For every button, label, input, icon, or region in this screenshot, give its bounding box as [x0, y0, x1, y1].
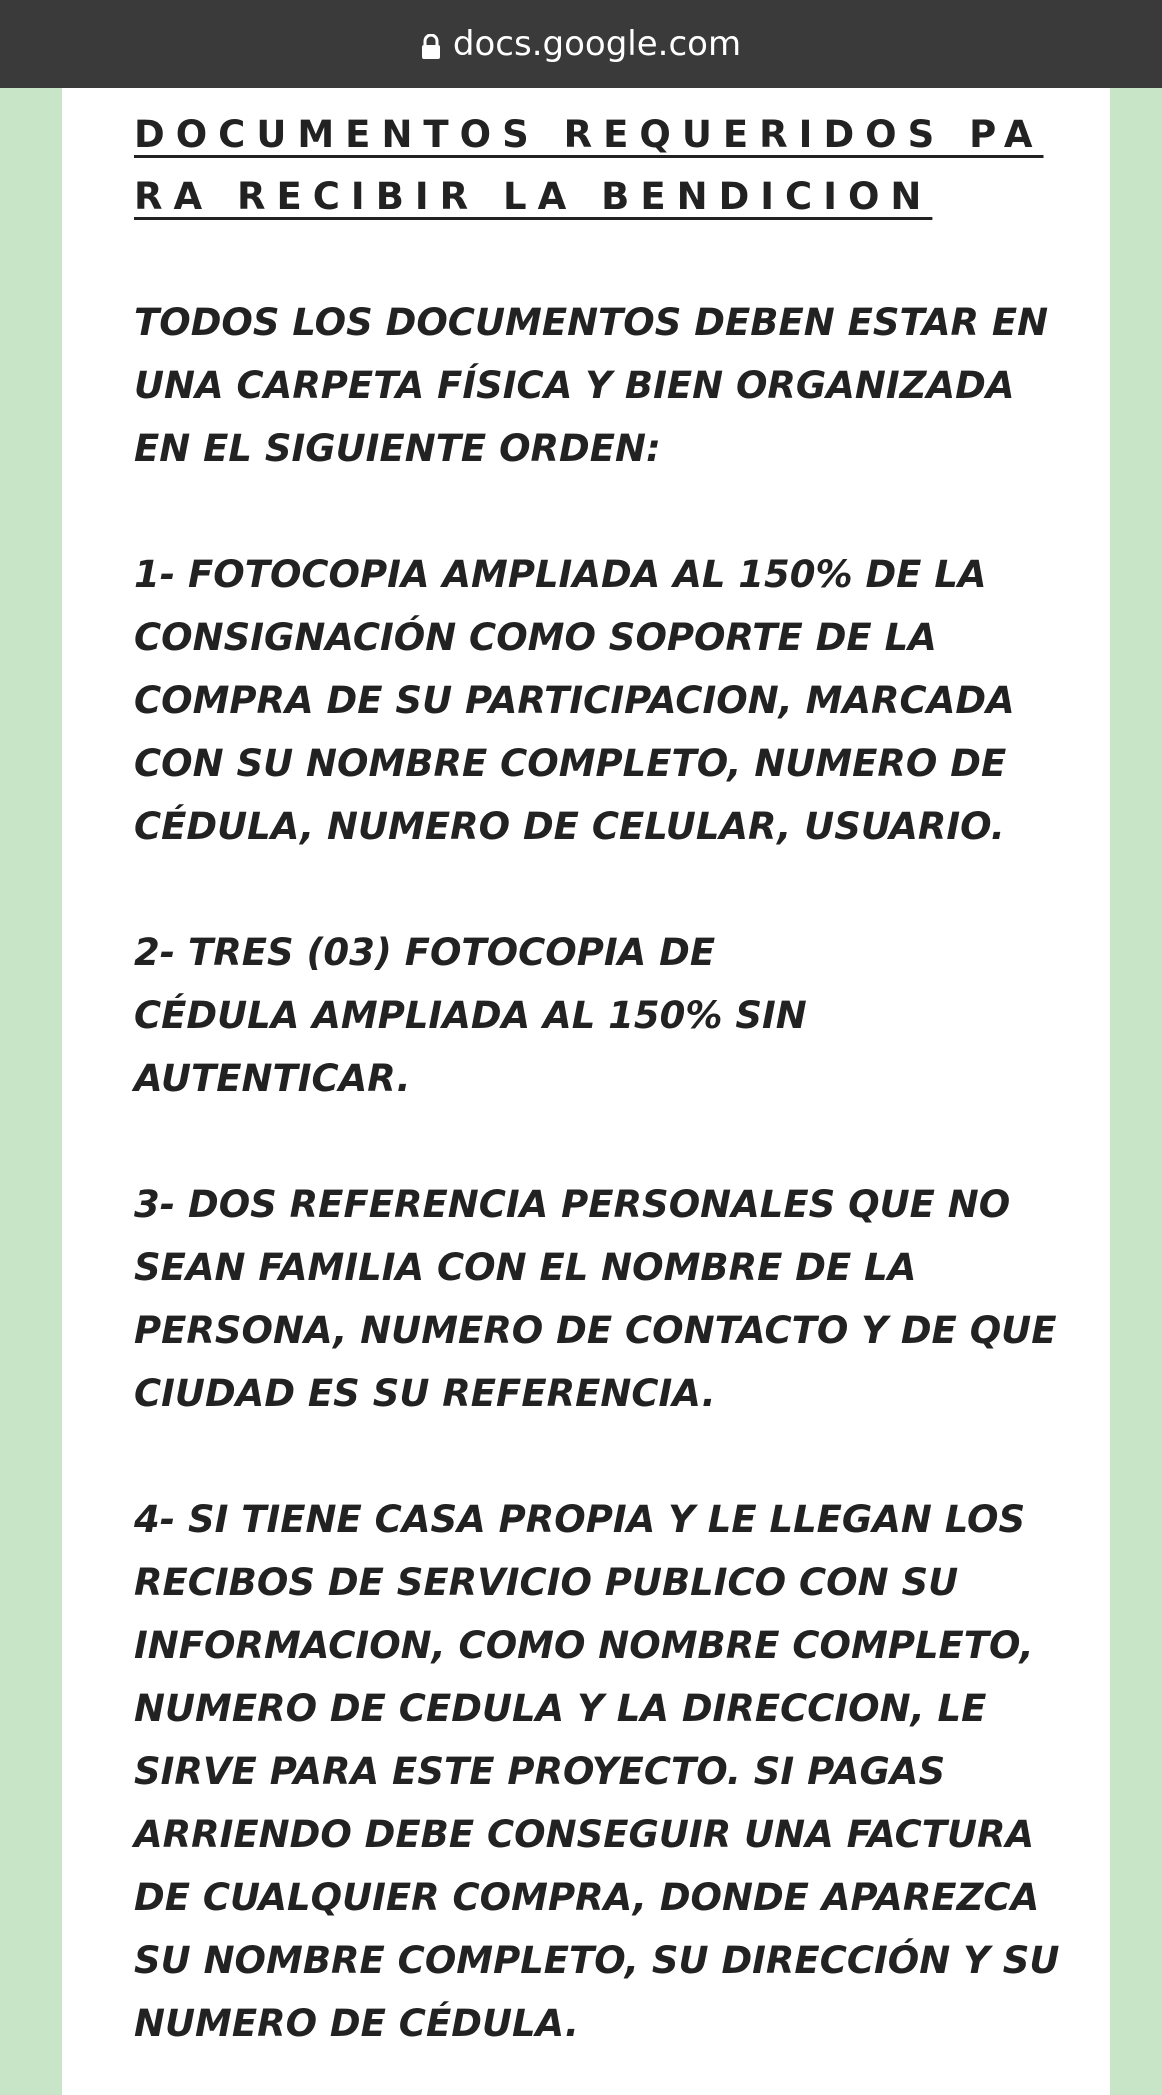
- requirement-item-2: 2- TRES (03) FOTOCOPIA DE CÉDULA AMPLIADA AL 150% SIN AUTENTICAR.: [134, 931, 807, 1100]
- document-intro: TODOS LOS DOCUMENTOS DEBEN ESTAR EN UNA CARPETA FÍSICA Y BIEN ORGANIZADA EN EL SIGUIENTE ORDEN:: [134, 301, 1049, 470]
- spacer: [134, 228, 1074, 291]
- spacer: [134, 480, 1074, 543]
- document-page: [62, 88, 1110, 2095]
- document-body: [134, 104, 1074, 2055]
- document-title: DOCUMENTOS REQUERIDOS PA RA RECIBIR LA BENDICION: [134, 113, 1044, 218]
- url-text[interactable]: docs.google.com: [452, 24, 742, 64]
- browser-address-bar[interactable]: [0, 0, 1162, 88]
- spacer: [134, 1425, 1074, 1488]
- address-bar-content[interactable]: [421, 24, 741, 64]
- spacer: [134, 1110, 1074, 1173]
- requirement-item-4: 4- SI TIENE CASA PROPIA Y LE LLEGAN LOS RECIBOS DE SERVICIO PUBLICO CON SU INFORMACION, COMO NOMBRE COMPLETO, NUMERO DE CEDULA Y LA DIRECCION, LE SIRVE PARA ESTE PROYECTO. SI PAGAS ARRIENDO DEBE CONSEGUIR UNA FACTURA DE CUALQUIER COMPRA, DONDE APAREZCA SU NOMBRE COMPLETO, SU DIRECCIÓN Y SU NUMERO DE CÉDULA.: [134, 1498, 1060, 2045]
- requirement-item-3: 3- DOS REFERENCIA PERSONALES QUE NO SEAN FAMILIA CON EL NOMBRE DE LA PERSONA, NUMERO DE CONTACTO Y DE QUE CIUDAD ES SU REFERENCIA.: [134, 1183, 1057, 1415]
- spacer: [134, 858, 1074, 921]
- requirement-item-1: 1- FOTOCOPIA AMPLIADA AL 150% DE LA CONSIGNACIÓN COMO SOPORTE DE LA COMPRA DE SU PARTICIPACION, MARCADA CON SU NOMBRE COMPLETO, NUMERO DE CÉDULA, NUMERO DE CELULAR, USUARIO.: [134, 553, 1015, 848]
- lock-icon: [421, 29, 441, 55]
